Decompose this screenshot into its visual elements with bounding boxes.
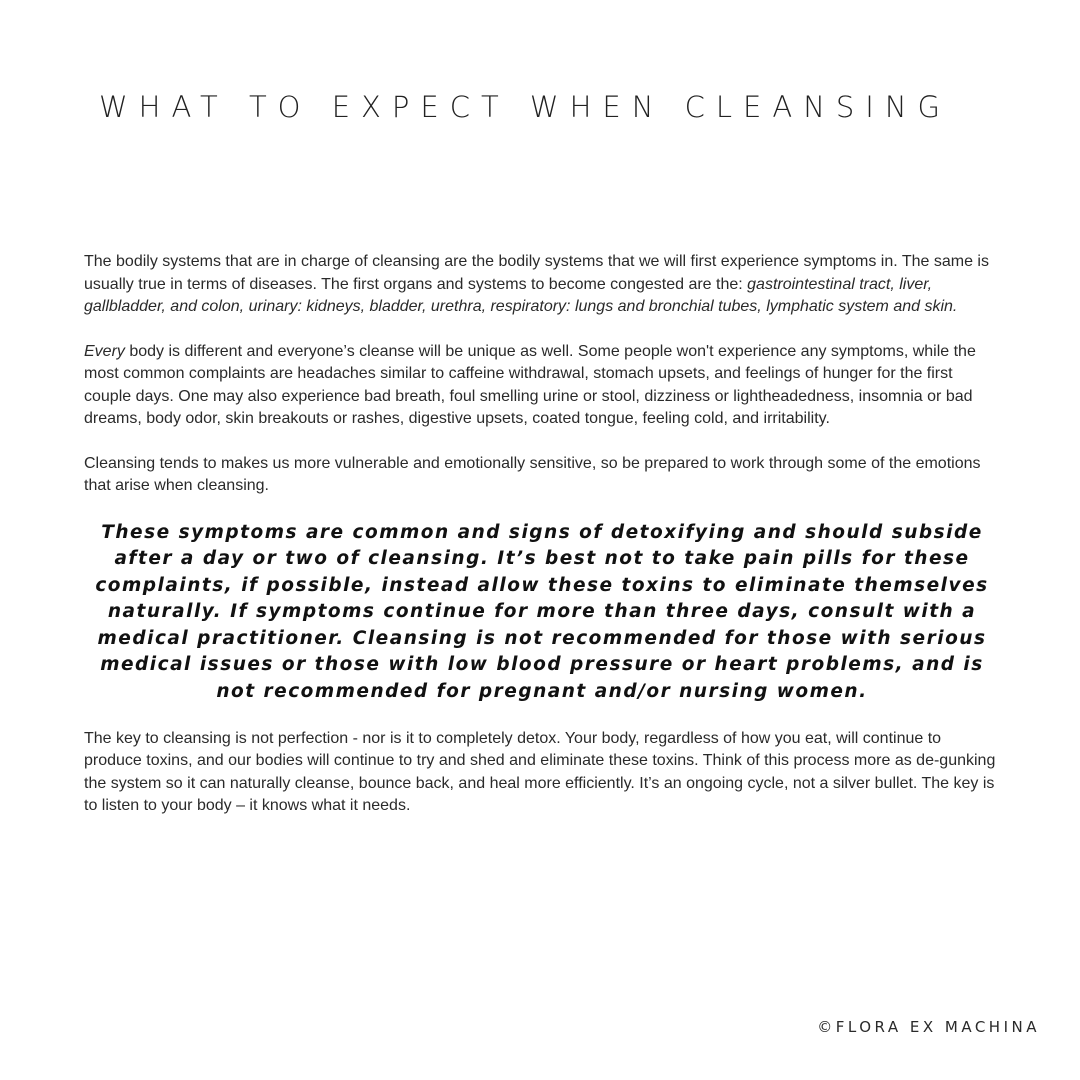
paragraph-symptoms [84, 341, 1000, 431]
paragraph-emotions [84, 453, 1000, 498]
paragraph-text: The bodily systems that are in charge of cleansing are the bodily systems that we will first experience symptoms in. The same is usually true in terms of diseases. The first organs and systems to become congested are the: [84, 253, 989, 293]
article-body [84, 251, 1000, 840]
paragraph-text: body is different and everyone’s cleanse will be unique as well. Some people won't experience any symptoms, while the most common complaints are headaches similar to caffeine withdrawal, stomach upsets, and feelings of hunger for the first couple days. One may also experience bad breath, foul smelling urine or stool, dizziness or lightheadedness, insomnia or bad dreams, body odor, skin breakouts or rashes, digestive upsets, coated tongue, feeling cold, and irritability. [84, 342, 976, 427]
paragraph-text: Cleansing tends to makes us more vulnerable and emotionally sensitive, so be prepared to work through some of the emotions that arise when cleansing. [84, 454, 981, 494]
copyright-footer: ©FLORA EX MACHINA [817, 1018, 1040, 1036]
paragraph-italic-every: Every [84, 342, 125, 360]
paragraph-cleansing-systems [84, 251, 1000, 319]
paragraph-italic-organs: gastrointestinal tract, liver, gallbladder, and colon, urinary: kidneys, bladder, urethra, respiratory: lungs and bronchial tubes, lymphatic system and skin. [84, 275, 958, 315]
paragraph-key-to-cleansing [84, 728, 1000, 818]
paragraph-text: The key to cleansing is not perfection - nor is it to completely detox. Your body, regardless of how you eat, will continue to produce toxins, and our bodies will continue to try and shed and eliminate these toxins. Think of this process more as de-gunking the system so it can naturally cleanse, bounce back, and heal more efficiently. It’s an ongoing cycle, not a silver bullet. The key is to listen to your body – it knows what it needs. [84, 729, 996, 815]
warning-callout: These symptoms are common and signs of detoxifying and should subside after a day or two of cleansing. It’s best not to take pain pills for these complaints, if possible, instead allow these toxins to eliminate themselves naturally. If symptoms continue for more than three days, consult with a medical practitioner. Cleansing is not recommended for those with serious medical issues or those with low blood pressure or heart problems, and is not recommended for pregnant and/or nursing women. [95, 521, 989, 703]
page-title: WHAT TO EXPECT WHEN CLEANSING [98, 90, 952, 124]
